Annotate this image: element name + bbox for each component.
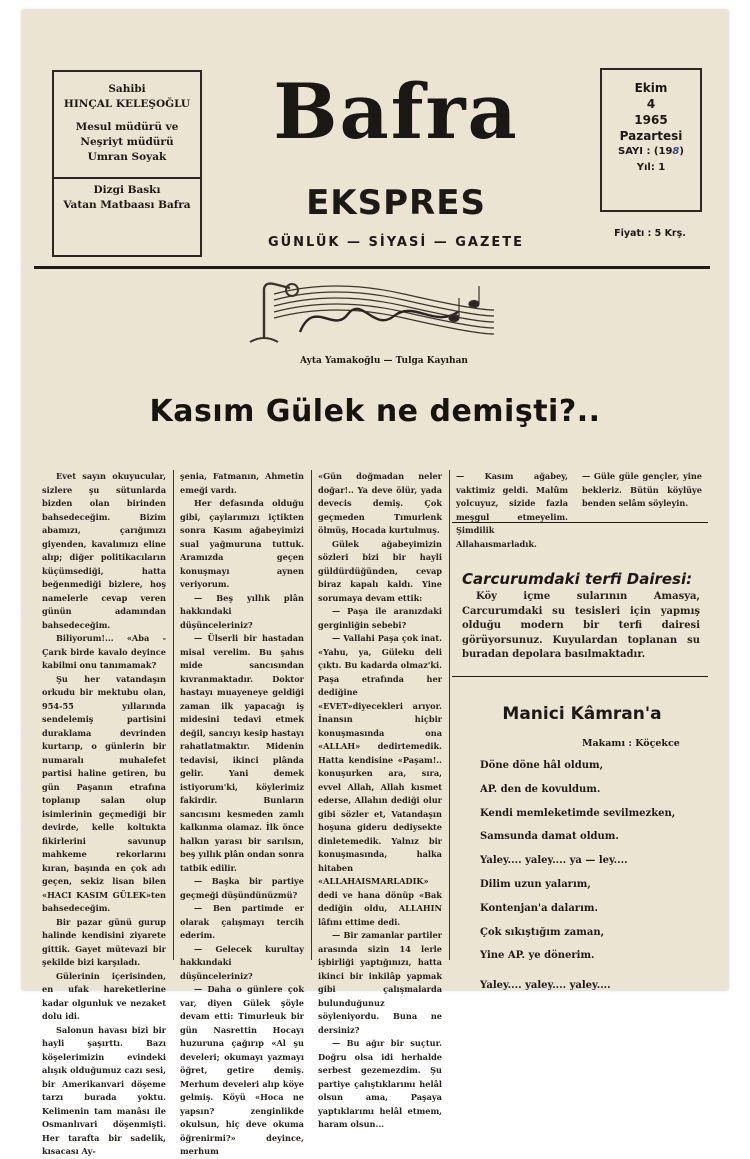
poem-line: AP. den de kovuldum.	[480, 783, 601, 795]
news-box-body: Köy içme sularının Amasya, Carcurumdaki su tesisleri için yapmış olduğu modern bir terfi dairesi görüyorsunuz. Kuyulardan toplanan su buradan depolara basılmaktadır.	[462, 591, 700, 660]
paragraph: — Bir zamanlar partiler arasında sizin 14 lerle işbirliği yaptığınızı, hatta ikinci bir inkilâp yapmak gibi çalışmalarda bulunduğunuz söyleniyordu. Buna ne dersiniz?	[318, 930, 442, 1035]
paragraph: — Paşa ile aranızdaki gerginliğin sebebi?	[318, 606, 442, 630]
poem-line: Döne döne hâl oldum,	[480, 760, 604, 771]
year-number: Yıl: 1	[636, 162, 666, 173]
issue-number-printed: SAYI : (19	[618, 146, 673, 157]
poem-line: Kontenjan'a dalarım.	[480, 902, 598, 914]
poem-body	[480, 754, 702, 998]
print-line: Dizgi Baskı	[93, 184, 161, 196]
column-divider	[449, 470, 450, 960]
paragraph: Her defasında olduğu gibi, çaylarımızı içtikten sonra Kasım ağabeyimizi sual yağmuruna tuttuk. Aramızda geçen konuşmayı aynen veriyorum.	[180, 498, 304, 589]
headline: Kasım Gülek ne demişti?..	[149, 394, 601, 429]
paragraph: — Vallahi Paşa çok inat. «Yahu, ya, Güleku deli çıktı. Bu kadarda olmaz'ki. Paşa etrafında her dediğine «EVET»diyecekleri arıyor. İnansın hiçbir konuşmasında ona «ALLAH» dedirtemedik. Hatta kendisine «Paşam!.. konuşurken ara, sıra, evvel Allah, Allah kısmet ederse, Allahın dediği olur gibi sözler et, Vatandaşın hoşuna gideru dediysekte dinletemedik. Yalnız bir konuşmasında, halka hitaben «ALLAHAISMARLADIK» dedi ve hana dönüp «Bak dediğin oldu, ALLAHIN lâfını ettime dedi.	[318, 633, 442, 927]
paragraph: — Kasım ağabey, vaktimiz geldi. Malûm yolcuyuz, sizide fazla meşgul etmeyelim. Şimdilik Allahaısmarladık.	[456, 471, 568, 549]
poem-title: Manici Kâmran'a	[502, 704, 662, 724]
news-box-top-rule	[452, 522, 708, 523]
owner-lines	[54, 72, 200, 165]
date-year: 1965	[634, 113, 668, 127]
article-column-1	[42, 470, 166, 1156]
article-column-4	[456, 470, 568, 551]
poem-line: Samsunda damat oldum.	[480, 831, 619, 843]
owner-line: Sahibi	[108, 83, 146, 95]
paragraph: — Gelecek kurultay hakkındaki düşünceleriniz?	[180, 943, 304, 981]
paragraph: — Beş yıllık plân hakkındaki düşünceleriniz?	[180, 592, 304, 630]
paragraph: «Gün doğmadan neler doğar!.. Ya deve ölür, yada devecis demiş. Çok geçmeden Tımurlenk ölmüş, Hocada kurtulmuş.	[318, 471, 442, 535]
article-column-2	[180, 470, 304, 1156]
poem-line: Dilim uzun yalarım,	[480, 878, 591, 890]
owner-line: HINÇAL KELEŞOĞLU	[63, 98, 191, 110]
paragraph: Gülerinin içerisinden, en ufak hareketlerine kadar olgunluk ve nezaket dolu idi.	[42, 970, 166, 1021]
poem-line: Yaley.... yaley.... yaley....	[480, 980, 611, 992]
paragraph: Gülek ağabeyimizin sözleri bizi bir hayli güldürdüğünden, cevap biraz kapalı kaldı. Yine sorumaya devam ettik:	[318, 538, 442, 603]
column-logo	[244, 276, 504, 348]
date-box	[600, 68, 702, 212]
column-divider	[173, 470, 174, 960]
date-weekday: Pazartesi	[619, 129, 683, 143]
date-month: Ekim	[634, 81, 668, 95]
paragraph: — Daha o günlere çok var, diyen Gülek şöyle devam etti: Timurleuk bir gün Nasrettin Hocayı huzuruna çağırıp «Al şu develeri; okumayı yazmayı öğret, getire demiş. Merhum develeri alıp köye gelmiş. Köyü «Hoca ne yapsın? zenginlikde okulsun, hiç deve okuma öğrenirmi?» deyince, merhum	[180, 984, 304, 1156]
issue-number-handwritten: 8	[672, 146, 680, 157]
poem-makam: Makamı : Köçekce	[582, 738, 680, 749]
paragraph: Bir pazar günü gurup halinde kendisini ziyarete gittik. Gayet mütevazi bir şekilde bizi karşıladı.	[42, 916, 166, 967]
newspaper-title: Bafra	[273, 67, 519, 156]
poem-line: Yine AP. ye dönerim.	[480, 950, 595, 962]
paragraph: — Ben partimde er olarak çalışmayı tercih ederim.	[180, 903, 304, 940]
paragraph: Biliyorum!... «Aba - Çarık birde kavalo deyince kabilmi onu tanımamak?	[42, 633, 166, 670]
article-column-3	[318, 470, 442, 1129]
news-box-bottom-rule	[452, 676, 708, 677]
paragraph: Evet sayın okuyucular, sizlere şu sütunlarda bizden olan birinden bahsedeceğim. Bizim abamızı, çarığımızı giyenden, kavalımızı eline alıp; diğer politikacıların küçümsediği, hatta beğenmediği bizlere, hoş namelerle cevap veren günün adamından bahsedeceğim.	[42, 471, 166, 630]
price-label: Fiyatı : 5 Krş.	[614, 228, 686, 239]
paragraph: şenia, Fatmanın, Ahmetin emeği vardı.	[180, 471, 304, 495]
owner-divider	[52, 177, 202, 179]
paragraph: — Güle güle gençler, yine bekleriz. Bütün köylüye benden selâm söyleyin.	[582, 471, 702, 508]
paragraph: — Bu ağır bir suçtur. Doğru olsa idi herhalde serbest gezemezdim. Şu partiye çalıştıklarımı helâl olsun ama, Paşaya yaptıklarımı helâl etmem, haram olsun...	[318, 1038, 442, 1129]
column-logo-art	[244, 276, 504, 348]
poem-line: Çok sıkıştığım zaman,	[480, 926, 605, 938]
poem-line: Yaley.... yaley.... ya — ley....	[480, 855, 628, 867]
poem-line: Kendi memleketimde sevilmezken,	[480, 807, 676, 819]
owner-line: Umran Soyak	[87, 151, 167, 163]
paragraph: — Başka bir partiye geçmeği düşündünüzmü?	[180, 876, 304, 900]
masthead-rule	[34, 266, 710, 269]
newspaper-slogan: GÜNLÜK — SİYASİ — GAZETE	[267, 235, 525, 250]
newspaper-subtitle: EKSPRES	[306, 183, 486, 223]
column-credits: Ayta Yamakoğlu — Tulga Kayıhan	[300, 356, 468, 366]
owner-line: Mesul müdürü ve	[75, 121, 179, 133]
print-line: Vatan Matbaası Bafra	[63, 199, 191, 211]
paragraph: Şu her vatandaşın orkudu bir mektubu olan, 954-55 yıllarında sendelemiş partisini duraklama devrinden kurtarıp, o günlerin bir numaralı muhalefet partisi haline getiren, bu gün Paşanın etrafına toplanıp salan olup isimlerinin geçmediği bir devirde, kelle koltukta fikirlerini savunup mahkeme rekorlarını kıran, başında en çok adı geçen, sekiz lisan bilen «HACI KASIM GÜLEK»ten bahsedeceğim.	[42, 673, 166, 913]
paragraph: — Ülserli bir hastadan misal verelim. Bu şahıs mide sancısından kıvranmaktadır. Doktor hastayı muayeneye geldiği zaman ilk yapacağı iş midesini tedavi etmek değil, sancıyı kesip hastayı rahatlatmaktır. Midenin tedavisi, ikinci plânda gelir. Yani demek istiyorum'ki, köylerimiz fakirdir. Bunların sancısını kesmeden zamlı kalkınma olamaz. İlk önce halkın yarası bir sarılsın, beş yıllık plân ondan sonra tatbik edilir.	[180, 633, 304, 873]
owner-line: Neşriyt müdürü	[80, 136, 174, 148]
newspaper-page	[22, 10, 728, 1156]
owner-info-box	[52, 70, 202, 257]
paragraph: Salonun havası bizi bir hayli şaşırttı. Bazı köşelerimizin evindeki alışık olduğumuz cazı sesi, bir Amerikanvari döşeme tarzı burada yoktu. Kelimenin tam manâsı ile Osmanlıvari döşenmişti. Her tarafta bir sadelik, kısacası Ay-	[42, 1024, 166, 1156]
column-divider	[311, 470, 312, 960]
article-column-5	[582, 470, 702, 511]
news-box-title: Carcurumdaki terfi Dairesi:	[462, 570, 693, 588]
date-day: 4	[646, 97, 656, 111]
issue-number-bracket: )	[679, 146, 684, 157]
issue-number	[602, 144, 700, 160]
